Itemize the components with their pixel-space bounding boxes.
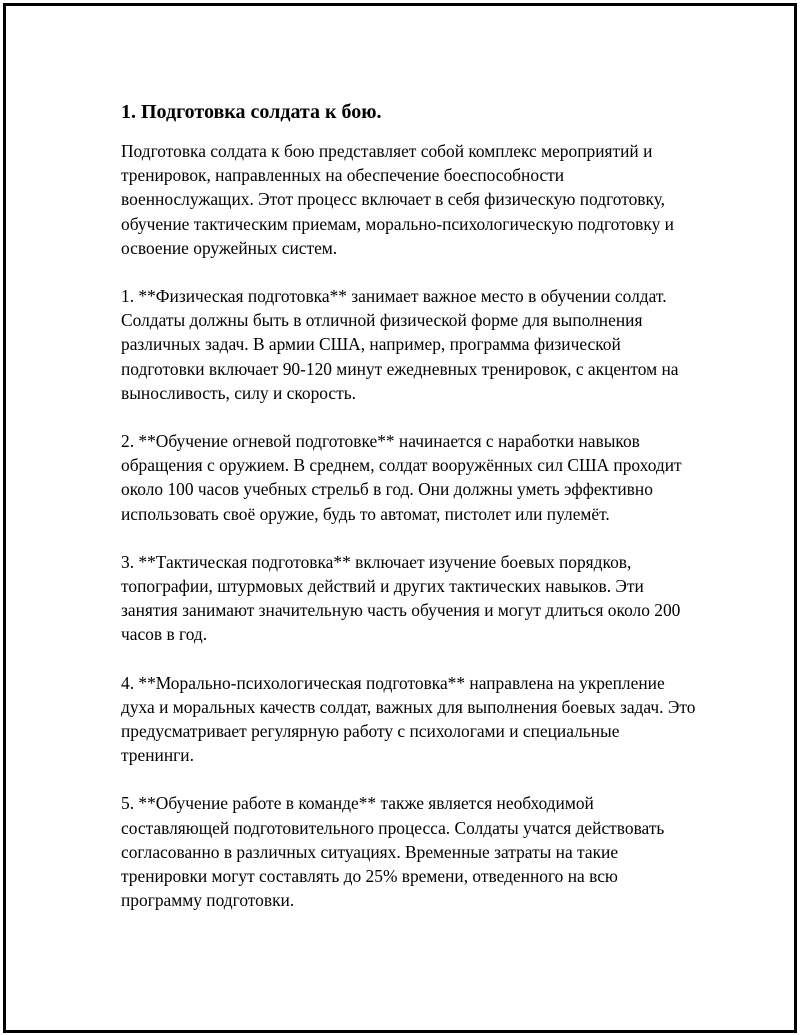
paragraph-physical-training: 1. **Физическая подготовка** занимает важное место в обучении солдат. Солдаты должны быть в отличной физической форме для выполнения различных задач. В армии США, например, программа физической подготовки включает 90-120 минут ежедневных тренировок, с акцентом на выносливость, силу и скорость.: [121, 286, 679, 403]
paragraph-tactical-training: 3. **Тактическая подготовка** включает изучение боевых порядков, топографии, штурмовых действий и других тактических навыков. Эти занятия занимают значительную часть обучения и могут длиться около 200 часов в год.: [121, 551, 681, 645]
intro-paragraph: Подготовка солдата к бою представляет собой комплекс мероприятий и тренировок, направленных на обеспечение боеспособности военнослужащих. Этот процесс включает в себя физическую подготовку, обучение тактическим приемам, морально-психологическую подготовку и освоение оружейных систем.: [121, 141, 674, 258]
paragraph-teamwork-training: 5. **Обучение работе в команде** также является необходимой составляющей подготовительного процесса. Солдаты учатся действовать согласованно в различных ситуациях. Временные затраты на такие тренировки могут составлять до 25% времени, отведенного на всю программу подготовки.: [121, 793, 665, 911]
paragraph-psychological-training: 4. **Морально-психологическая подготовка** направлена на укрепление духа и моральных качеств солдат, важных для выполнения боевых задач. Это предусматривает регулярную работу с психологами и специальные тренинги.: [121, 672, 696, 766]
section-heading: 1. Подготовка солдата к бою.: [121, 101, 382, 123]
paragraph-fire-training: 2. **Обучение огневой подготовке** начинается с наработки навыков обращения с оружием. В среднем, солдат вооружённых сил США проходит около 100 часов учебных стрельб в год. Они должны уметь эффективно использовать своё оружие, будь то автомат, пистолет или пулемёт.: [121, 431, 682, 524]
document-body: [121, 99, 696, 936]
page-frame: [3, 3, 797, 1033]
